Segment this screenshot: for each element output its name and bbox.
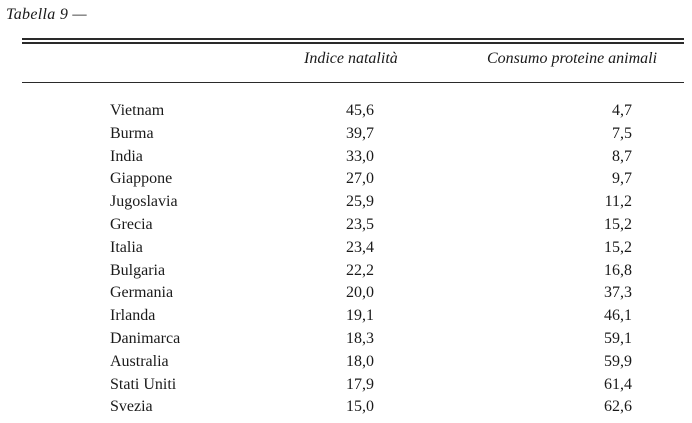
- table-row: [0, 351, 692, 374]
- country-cell: Stati Uniti: [110, 375, 177, 393]
- natalita-cell: 23,4: [346, 238, 374, 256]
- proteine-cell: 7,5: [612, 124, 632, 142]
- proteine-cell: 8,7: [612, 147, 632, 165]
- proteine-cell: 46,1: [604, 307, 632, 325]
- table-row: [0, 214, 692, 237]
- proteine-cell: 11,2: [604, 193, 632, 211]
- proteine-cell: 37,3: [604, 284, 632, 302]
- table-row: [0, 237, 692, 260]
- proteine-cell: 59,9: [604, 352, 632, 370]
- proteine-cell: 61,4: [604, 375, 632, 393]
- table-row: [0, 260, 692, 283]
- table-row: [0, 123, 692, 146]
- table-row: [0, 146, 692, 169]
- proteine-cell: 16,8: [604, 261, 632, 279]
- top-rule-lower: [22, 42, 684, 44]
- table-row: [0, 168, 692, 191]
- proteine-cell: 62,6: [604, 398, 632, 416]
- table-row: [0, 305, 692, 328]
- proteine-cell: 4,7: [612, 102, 632, 119]
- column-header-indice-natalita: Indice natalità: [304, 50, 398, 67]
- top-rule-upper: [22, 38, 684, 40]
- country-cell: Vietnam: [110, 102, 165, 119]
- natalita-cell: 15,0: [346, 398, 374, 416]
- country-cell: Irlanda: [110, 307, 156, 325]
- country-cell: Jugoslavia: [110, 193, 178, 211]
- proteine-cell: 15,2: [604, 238, 632, 256]
- country-cell: Svezia: [110, 398, 153, 416]
- table-row: [0, 191, 692, 214]
- table-body: [0, 100, 692, 419]
- table-row: [0, 328, 692, 351]
- natalita-cell: 45,6: [346, 102, 374, 119]
- natalita-cell: 25,9: [346, 193, 374, 211]
- natalita-cell: 27,0: [346, 170, 374, 188]
- table-row: [0, 282, 692, 305]
- header-rule: [22, 82, 684, 83]
- country-cell: Italia: [110, 238, 143, 256]
- natalita-cell: 33,0: [346, 147, 374, 165]
- natalita-cell: 39,7: [346, 124, 374, 142]
- natalita-cell: 19,1: [346, 307, 374, 325]
- natalita-cell: 17,9: [346, 375, 374, 393]
- country-cell: Giappone: [110, 170, 173, 188]
- country-cell: India: [110, 147, 143, 165]
- natalita-cell: 23,5: [346, 215, 374, 233]
- proteine-cell: 15,2: [604, 215, 632, 233]
- natalita-cell: 22,2: [346, 261, 374, 279]
- table-row: [0, 396, 692, 419]
- country-cell: Australia: [110, 352, 169, 370]
- natalita-cell: 18,3: [346, 329, 374, 347]
- column-header-consumo-proteine: Consumo proteine animali: [487, 50, 658, 67]
- table-caption: Tabella 9 —: [6, 6, 87, 23]
- table-row: [0, 374, 692, 397]
- proteine-cell: 59,1: [604, 329, 632, 347]
- table-row: [0, 100, 692, 123]
- country-cell: Danimarca: [110, 329, 181, 347]
- country-cell: Germania: [110, 284, 174, 302]
- country-cell: Burma: [110, 124, 154, 142]
- natalita-cell: 20,0: [346, 284, 374, 302]
- natalita-cell: 18,0: [346, 352, 374, 370]
- country-cell: Grecia: [110, 215, 153, 233]
- country-cell: Bulgaria: [110, 261, 166, 279]
- proteine-cell: 9,7: [612, 170, 632, 188]
